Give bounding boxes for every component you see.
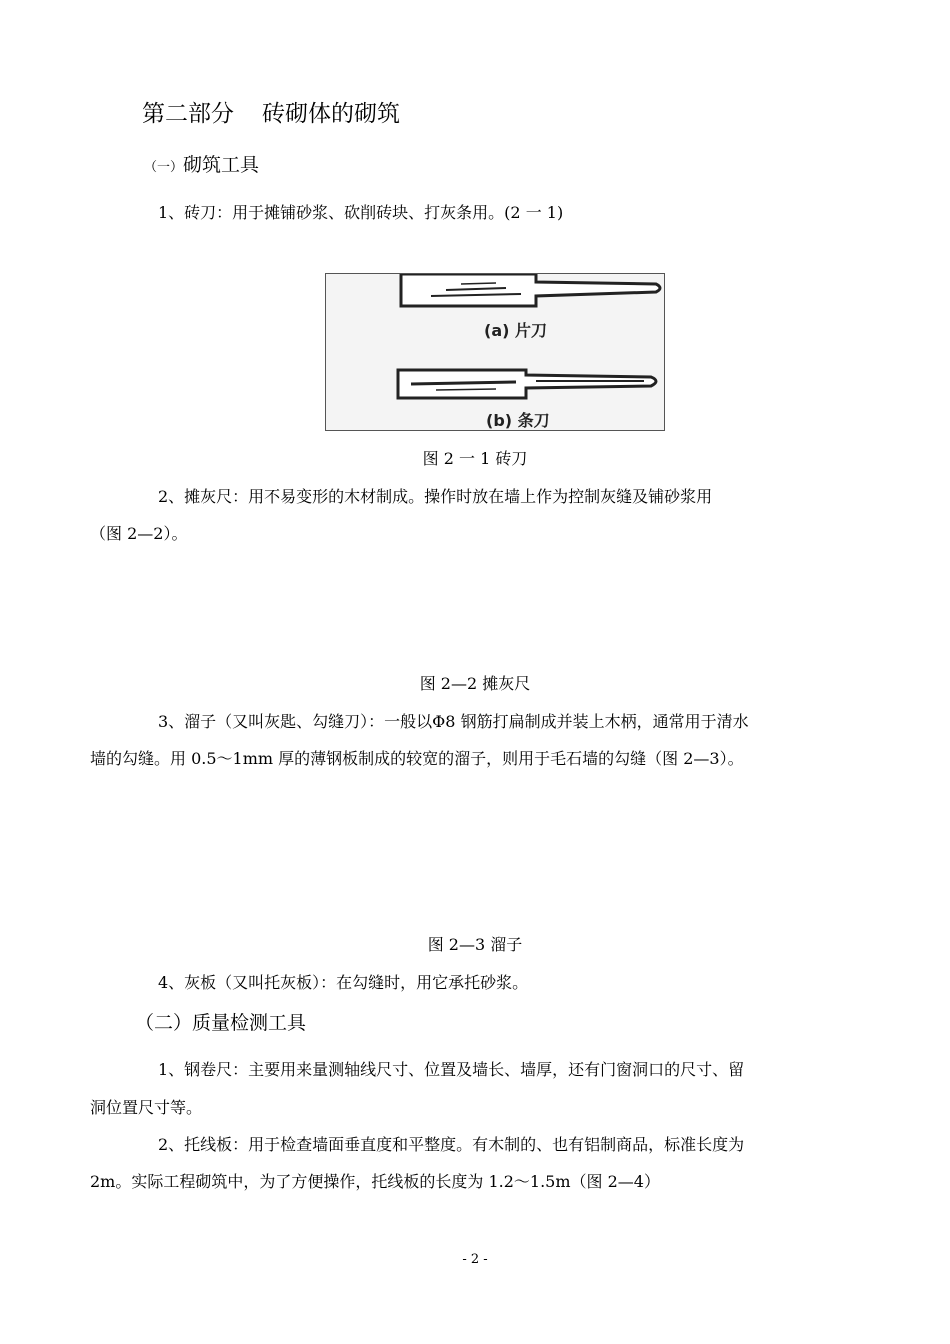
paragraph-tape-measure-line1: 1、钢卷尺：主要用来量测轴线尺寸、位置及墙长、墙厚，还有门窗洞口的尺寸、留: [158, 1060, 745, 1079]
figure-label-a: (a) 片刀: [484, 321, 547, 340]
section-1-prefix: （一）: [144, 160, 184, 175]
paragraph-brick-knife: 1、砖刀：用于摊铺砂浆、砍削砖块、打灰条用。(2 一 1): [158, 203, 564, 222]
paragraph-pointing-tool-line1: 3、溜子（又叫灰匙、勾缝刀）：一般以Φ8 钢筋打扁制成并装上木柄，通常用于清水: [158, 712, 749, 731]
paragraph-mortar-ruler-line2: （图 2—2）。: [90, 524, 188, 543]
page-number: - 2 -: [462, 1252, 488, 1267]
paragraph-plumb-board-line1: 2、托线板：用于检查墙面垂直度和平整度。有木制的、也有铝制商品，标准长度为: [158, 1135, 745, 1154]
figure-3-caption: 图 2—3 溜子: [427, 935, 523, 954]
slice-knife-icon: [401, 274, 660, 306]
paragraph-pointing-tool-line2: 墙的勾缝。用 0.5～1mm 厚的薄钢板制成的较宽的溜子，则用于毛石墙的勾缝（图 2—3）。: [90, 749, 744, 768]
strip-knife-icon: [398, 370, 656, 398]
figure-2-caption: 图 2—2 摊灰尺: [419, 674, 531, 693]
section-1-heading: [144, 150, 259, 177]
figure-label-b: (b) 条刀: [486, 411, 550, 430]
part-title: [142, 95, 400, 128]
figure-brick-knife: [325, 273, 665, 431]
brick-knife-illustration: [326, 274, 664, 430]
paragraph-mortar-ruler-line1: 2、摊灰尺：用不易变形的木材制成。操作时放在墙上作为控制灰缝及铺砂浆用: [158, 487, 713, 506]
section-2-heading: （二）质量检测工具: [135, 1012, 307, 1034]
part-title-number: 第二部分: [142, 101, 234, 127]
paragraph-plumb-board-line2: 2m。实际工程砌筑中，为了方便操作，托线板的长度为 1.2～1.5m（图 2—4）: [90, 1172, 660, 1191]
paragraph-tape-measure-line2: 洞位置尺寸等。: [90, 1098, 203, 1117]
part-title-name: 砖砌体的砌筑: [262, 101, 400, 127]
figure-1-caption: 图 2 一 1 砖刀: [422, 449, 528, 468]
section-1-title: 砌筑工具: [183, 154, 260, 176]
paragraph-hawk-board: 4、灰板（又叫托灰板）：在勾缝时，用它承托砂浆。: [158, 973, 529, 992]
